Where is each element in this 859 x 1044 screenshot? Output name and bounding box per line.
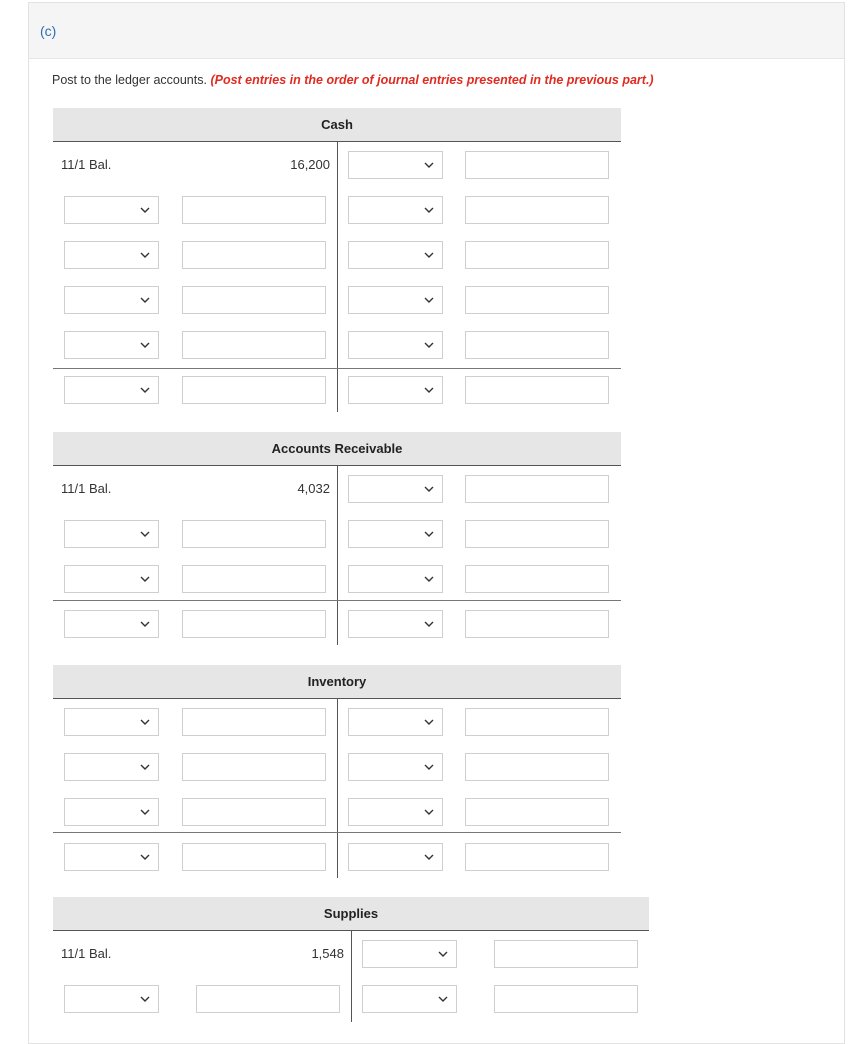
instruction-text: Post to the ledger accounts. bbox=[52, 73, 207, 87]
debit-account-select[interactable] bbox=[64, 376, 159, 404]
debit-amount-input[interactable] bbox=[182, 708, 326, 736]
credit-account-select[interactable] bbox=[348, 708, 443, 736]
debit-account-select[interactable] bbox=[64, 798, 159, 826]
t-account-divider bbox=[337, 142, 338, 412]
t-account-divider bbox=[351, 931, 352, 1022]
credit-account-select[interactable] bbox=[348, 241, 443, 269]
chevron-down-icon bbox=[438, 994, 448, 1004]
debit-amount-input[interactable] bbox=[182, 331, 326, 359]
chevron-down-icon bbox=[140, 295, 150, 305]
chevron-down-icon bbox=[424, 619, 434, 629]
debit-amount-input[interactable] bbox=[182, 241, 326, 269]
chevron-down-icon bbox=[140, 385, 150, 395]
debit-amount-input[interactable] bbox=[182, 376, 326, 404]
chevron-down-icon bbox=[424, 250, 434, 260]
balance-amount: 4,032 bbox=[297, 481, 330, 496]
chevron-down-icon bbox=[424, 762, 434, 772]
debit-account-select[interactable] bbox=[64, 843, 159, 871]
credit-account-select[interactable] bbox=[348, 376, 443, 404]
chevron-down-icon bbox=[140, 994, 150, 1004]
credit-amount-input[interactable] bbox=[465, 196, 609, 224]
credit-account-select[interactable] bbox=[348, 286, 443, 314]
debit-amount-input[interactable] bbox=[182, 286, 326, 314]
debit-amount-input[interactable] bbox=[182, 610, 326, 638]
credit-amount-input[interactable] bbox=[465, 241, 609, 269]
credit-account-select[interactable] bbox=[362, 985, 457, 1013]
credit-amount-input[interactable] bbox=[494, 940, 638, 968]
credit-amount-input[interactable] bbox=[465, 331, 609, 359]
total-line bbox=[53, 600, 621, 601]
credit-account-select[interactable] bbox=[348, 475, 443, 503]
part-label: (c) bbox=[40, 23, 57, 39]
instruction bbox=[52, 73, 654, 87]
chevron-down-icon bbox=[438, 949, 448, 959]
total-line bbox=[53, 368, 621, 369]
total-line bbox=[53, 832, 621, 833]
credit-account-select[interactable] bbox=[348, 331, 443, 359]
credit-amount-input[interactable] bbox=[465, 475, 609, 503]
chevron-down-icon bbox=[140, 340, 150, 350]
chevron-down-icon bbox=[140, 852, 150, 862]
chevron-down-icon bbox=[424, 717, 434, 727]
balance-label: 11/1 Bal. bbox=[61, 481, 112, 496]
credit-account-select[interactable] bbox=[348, 798, 443, 826]
chevron-down-icon bbox=[140, 717, 150, 727]
credit-amount-input[interactable] bbox=[465, 610, 609, 638]
credit-amount-input[interactable] bbox=[465, 798, 609, 826]
debit-account-select[interactable] bbox=[64, 286, 159, 314]
debit-account-select[interactable] bbox=[64, 565, 159, 593]
credit-amount-input[interactable] bbox=[465, 565, 609, 593]
debit-account-select[interactable] bbox=[64, 241, 159, 269]
debit-account-select[interactable] bbox=[64, 708, 159, 736]
credit-amount-input[interactable] bbox=[465, 520, 609, 548]
chevron-down-icon bbox=[424, 484, 434, 494]
debit-amount-input[interactable] bbox=[182, 520, 326, 548]
credit-account-select[interactable] bbox=[348, 196, 443, 224]
credit-account-select[interactable] bbox=[348, 565, 443, 593]
account-title: Accounts Receivable bbox=[53, 432, 621, 466]
chevron-down-icon bbox=[424, 852, 434, 862]
credit-amount-input[interactable] bbox=[465, 151, 609, 179]
credit-amount-input[interactable] bbox=[465, 843, 609, 871]
credit-amount-input[interactable] bbox=[465, 286, 609, 314]
account-title: Inventory bbox=[53, 665, 621, 699]
debit-amount-input[interactable] bbox=[182, 753, 326, 781]
credit-amount-input[interactable] bbox=[465, 376, 609, 404]
chevron-down-icon bbox=[140, 205, 150, 215]
chevron-down-icon bbox=[140, 762, 150, 772]
debit-account-select[interactable] bbox=[64, 985, 159, 1013]
balance-label: 11/1 Bal. bbox=[61, 157, 112, 172]
credit-account-select[interactable] bbox=[348, 610, 443, 638]
debit-account-select[interactable] bbox=[64, 610, 159, 638]
chevron-down-icon bbox=[424, 205, 434, 215]
debit-account-select[interactable] bbox=[64, 520, 159, 548]
chevron-down-icon bbox=[140, 619, 150, 629]
debit-account-select[interactable] bbox=[64, 331, 159, 359]
balance-label: 11/1 Bal. bbox=[61, 946, 112, 961]
chevron-down-icon bbox=[424, 574, 434, 584]
chevron-down-icon bbox=[140, 574, 150, 584]
credit-amount-input[interactable] bbox=[465, 708, 609, 736]
credit-amount-input[interactable] bbox=[494, 985, 638, 1013]
chevron-down-icon bbox=[140, 807, 150, 817]
credit-account-select[interactable] bbox=[362, 940, 457, 968]
chevron-down-icon bbox=[424, 340, 434, 350]
debit-account-select[interactable] bbox=[64, 196, 159, 224]
chevron-down-icon bbox=[424, 529, 434, 539]
credit-account-select[interactable] bbox=[348, 151, 443, 179]
debit-amount-input[interactable] bbox=[182, 843, 326, 871]
t-account-divider bbox=[337, 699, 338, 878]
credit-account-select[interactable] bbox=[348, 843, 443, 871]
debit-amount-input[interactable] bbox=[182, 196, 326, 224]
debit-account-select[interactable] bbox=[64, 753, 159, 781]
account-title: Cash bbox=[53, 108, 621, 142]
credit-account-select[interactable] bbox=[348, 753, 443, 781]
chevron-down-icon bbox=[424, 160, 434, 170]
card-header bbox=[29, 3, 844, 59]
chevron-down-icon bbox=[424, 295, 434, 305]
chevron-down-icon bbox=[424, 385, 434, 395]
debit-amount-input[interactable] bbox=[182, 565, 326, 593]
instruction-note: (Post entries in the order of journal entries presented in the previous part.) bbox=[210, 73, 654, 87]
balance-amount: 1,548 bbox=[311, 946, 344, 961]
chevron-down-icon bbox=[424, 807, 434, 817]
credit-account-select[interactable] bbox=[348, 520, 443, 548]
t-account-divider bbox=[337, 466, 338, 645]
debit-amount-input[interactable] bbox=[182, 798, 326, 826]
debit-amount-input[interactable] bbox=[196, 985, 340, 1013]
credit-amount-input[interactable] bbox=[465, 753, 609, 781]
balance-amount: 16,200 bbox=[290, 157, 330, 172]
chevron-down-icon bbox=[140, 529, 150, 539]
chevron-down-icon bbox=[140, 250, 150, 260]
account-title: Supplies bbox=[53, 897, 649, 931]
